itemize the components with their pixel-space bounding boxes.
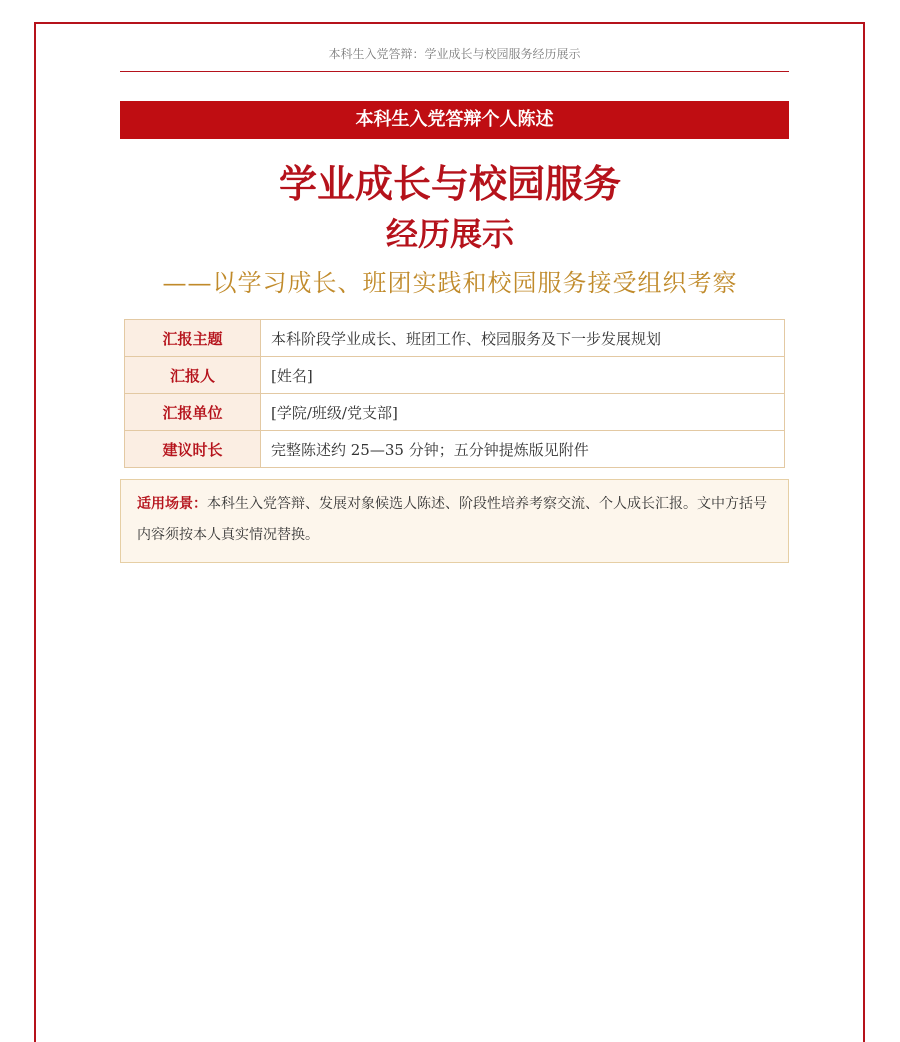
section-banner: 本科生入党答辩个人陈述 bbox=[120, 101, 789, 139]
info-table bbox=[124, 319, 785, 468]
document-title: 学业成长与校园服务 bbox=[278, 162, 621, 206]
row-label-unit: 汇报单位 bbox=[125, 394, 261, 431]
usage-note-text: 本科生入党答辩、发展对象候选人陈述、阶段性培养考察交流、个人成长汇报。文中方括号内容须按本人真实情况替换。 bbox=[137, 496, 767, 543]
usage-note-box bbox=[120, 479, 789, 563]
table-row bbox=[125, 320, 785, 357]
row-label-topic: 汇报主题 bbox=[125, 320, 261, 357]
row-value-presenter: [姓名] bbox=[261, 357, 785, 394]
usage-note-label: 适用场景： bbox=[137, 496, 207, 512]
row-label-duration: 建议时长 bbox=[125, 431, 261, 468]
table-row bbox=[125, 394, 785, 431]
table-row bbox=[125, 357, 785, 394]
document-subtitle: 经历展示 bbox=[385, 215, 514, 253]
row-value-duration: 完整陈述约 25—35 分钟；五分钟提炼版见附件 bbox=[261, 431, 785, 468]
table-row bbox=[125, 431, 785, 468]
document-tagline: ——以学习成长、班团实践和校园服务接受组织考察 bbox=[162, 269, 738, 297]
running-header: 本科生入党答辩：学业成长与校园服务经历展示 bbox=[328, 47, 581, 61]
row-label-presenter: 汇报人 bbox=[125, 357, 261, 394]
row-value-topic: 本科阶段学业成长、班团工作、校园服务及下一步发展规划 bbox=[261, 320, 785, 357]
header-divider bbox=[120, 71, 789, 72]
row-value-unit: [学院/班级/党支部] bbox=[261, 394, 785, 431]
